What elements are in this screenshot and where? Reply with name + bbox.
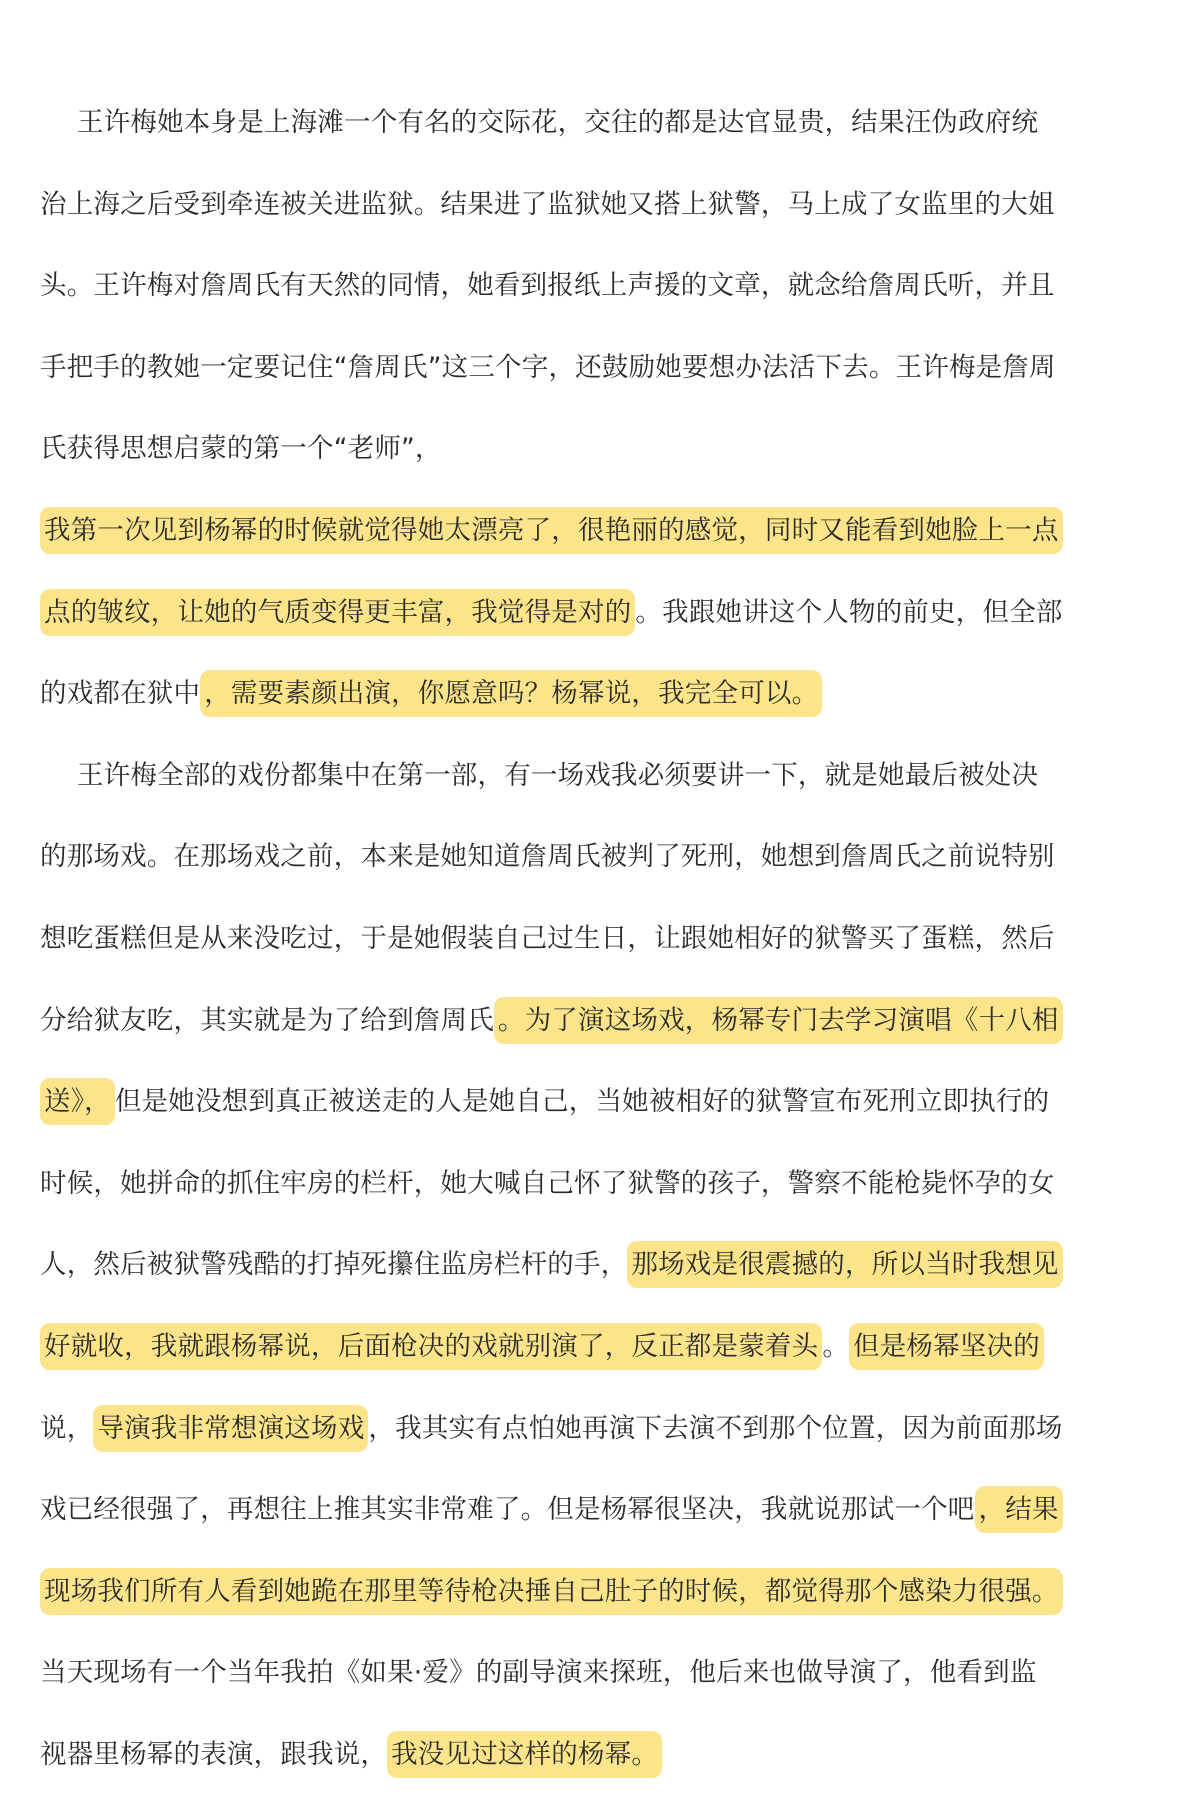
text-line	[40, 245, 1140, 327]
text-line	[40, 1061, 1140, 1143]
text-line	[40, 490, 1140, 572]
text-line	[40, 816, 1140, 898]
highlighted-text: 导演我非常想演这场戏	[93, 1405, 368, 1452]
text-segment: 氏获得思想启蒙的第一个“老师”，	[40, 433, 442, 465]
text-line	[40, 653, 1140, 735]
text-line	[40, 735, 1140, 817]
highlighted-text: 。为了演这场戏，杨幂专门去学习演唱《十八相	[494, 997, 1063, 1044]
text-line	[40, 572, 1140, 654]
text-segment: 人，然后被狱警残酷的打掉死攥住监房栏杆的手，	[40, 1249, 628, 1281]
text-line	[40, 1714, 1140, 1795]
text-line	[40, 1306, 1140, 1388]
text-line	[40, 1224, 1140, 1306]
text-segment: 视器里杨幂的表演，跟我说，	[40, 1738, 388, 1770]
text-line	[40, 408, 1140, 490]
highlighted-text: 我没见过这样的杨幂。	[387, 1731, 662, 1778]
text-segment: 说，	[40, 1412, 94, 1444]
highlighted-text: 但是杨幂坚决的	[849, 1323, 1044, 1370]
text-line	[40, 1551, 1140, 1633]
text-segment: ，我其实有点怕她再演下去演不到那个位置，因为前面那场	[368, 1412, 1063, 1444]
highlighted-text: 点的皱纹，让她的气质变得更丰富，我觉得是对的	[40, 589, 635, 636]
text-segment: 治上海之后受到牵连被关进监狱。结果进了监狱她又搭上狱警，马上成了女监里的大姐	[40, 188, 1055, 220]
text-segment: 王许梅她本身是上海滩一个有名的交际花，交往的都是达官显贵，结果汪伪政府统	[77, 107, 1039, 138]
text-segment: 但是她没想到真正被送走的人是她自己，当她被相好的狱警宣布死刑立即执行的	[114, 1086, 1050, 1118]
text-segment: 时候，她拼命的抓住牢房的栏杆，她大喊自己怀了狱警的孩子，警察不能枪毙怀孕的女	[40, 1167, 1055, 1199]
article-body	[40, 82, 1140, 1795]
highlighted-text: 送》，	[40, 1078, 115, 1125]
highlighted-text: 现场我们所有人看到她跪在那里等待枪决捶自己肚子的时候，都觉得那个感染力很强。	[40, 1568, 1063, 1615]
text-line	[40, 1388, 1140, 1470]
text-line	[40, 1469, 1140, 1551]
text-line	[40, 898, 1140, 980]
highlighted-text: 我第一次见到杨幂的时候就觉得她太漂亮了，很艳丽的感觉，同时又能看到她脸上一点	[40, 507, 1063, 554]
text-segment: 王许梅全部的戏份都集中在第一部，有一场戏我必须要讲一下，就是她最后被处决	[77, 759, 1039, 791]
text-segment: 的那场戏。在那场戏之前，本来是她知道詹周氏被判了死刑，她想到詹周氏之前说特别	[40, 841, 1055, 873]
text-line	[40, 1632, 1140, 1714]
highlighted-text: 那场戏是很震撼的，所以当时我想见	[627, 1241, 1062, 1288]
text-segment: 手把手的教她一定要记住“詹周氏”这三个字，还鼓励她要想办法活下去。王许梅是詹周	[40, 351, 1056, 383]
text-segment: 分给狱友吃，其实就是为了给到詹周氏	[40, 1004, 494, 1036]
text-line	[40, 980, 1140, 1062]
highlighted-text: ，结果	[975, 1486, 1063, 1533]
text-line	[40, 327, 1140, 409]
text-segment: 的戏都在狱中	[40, 678, 201, 710]
text-segment: 头。王许梅对詹周氏有天然的同情，她看到报纸上声援的文章，就念给詹周氏听，并且	[40, 270, 1055, 302]
text-line	[40, 1143, 1140, 1225]
highlighted-text: 好就收，我就跟杨幂说，后面枪决的戏就别演了，反正都是蒙着头	[40, 1323, 822, 1370]
text-segment: 想吃蛋糕但是从来没吃过，于是她假装自己过生日，让跟她相好的狱警买了蛋糕，然后	[40, 922, 1055, 954]
highlighted-text: ，需要素颜出演，你愿意吗？杨幂说，我完全可以。	[200, 670, 822, 717]
text-segment: 戏已经很强了，再想往上推其实非常难了。但是杨幂很坚决，我就说那试一个吧	[40, 1494, 975, 1526]
text-line	[40, 164, 1140, 246]
text-line	[40, 82, 1140, 164]
text-segment: 。我跟她讲这个人物的前史，但全部	[635, 596, 1063, 628]
text-segment: 当天现场有一个当年我拍《如果·爱》的副导演来探班，他后来也做导演了，他看到监	[40, 1657, 1037, 1689]
text-segment: 。	[822, 1330, 850, 1362]
